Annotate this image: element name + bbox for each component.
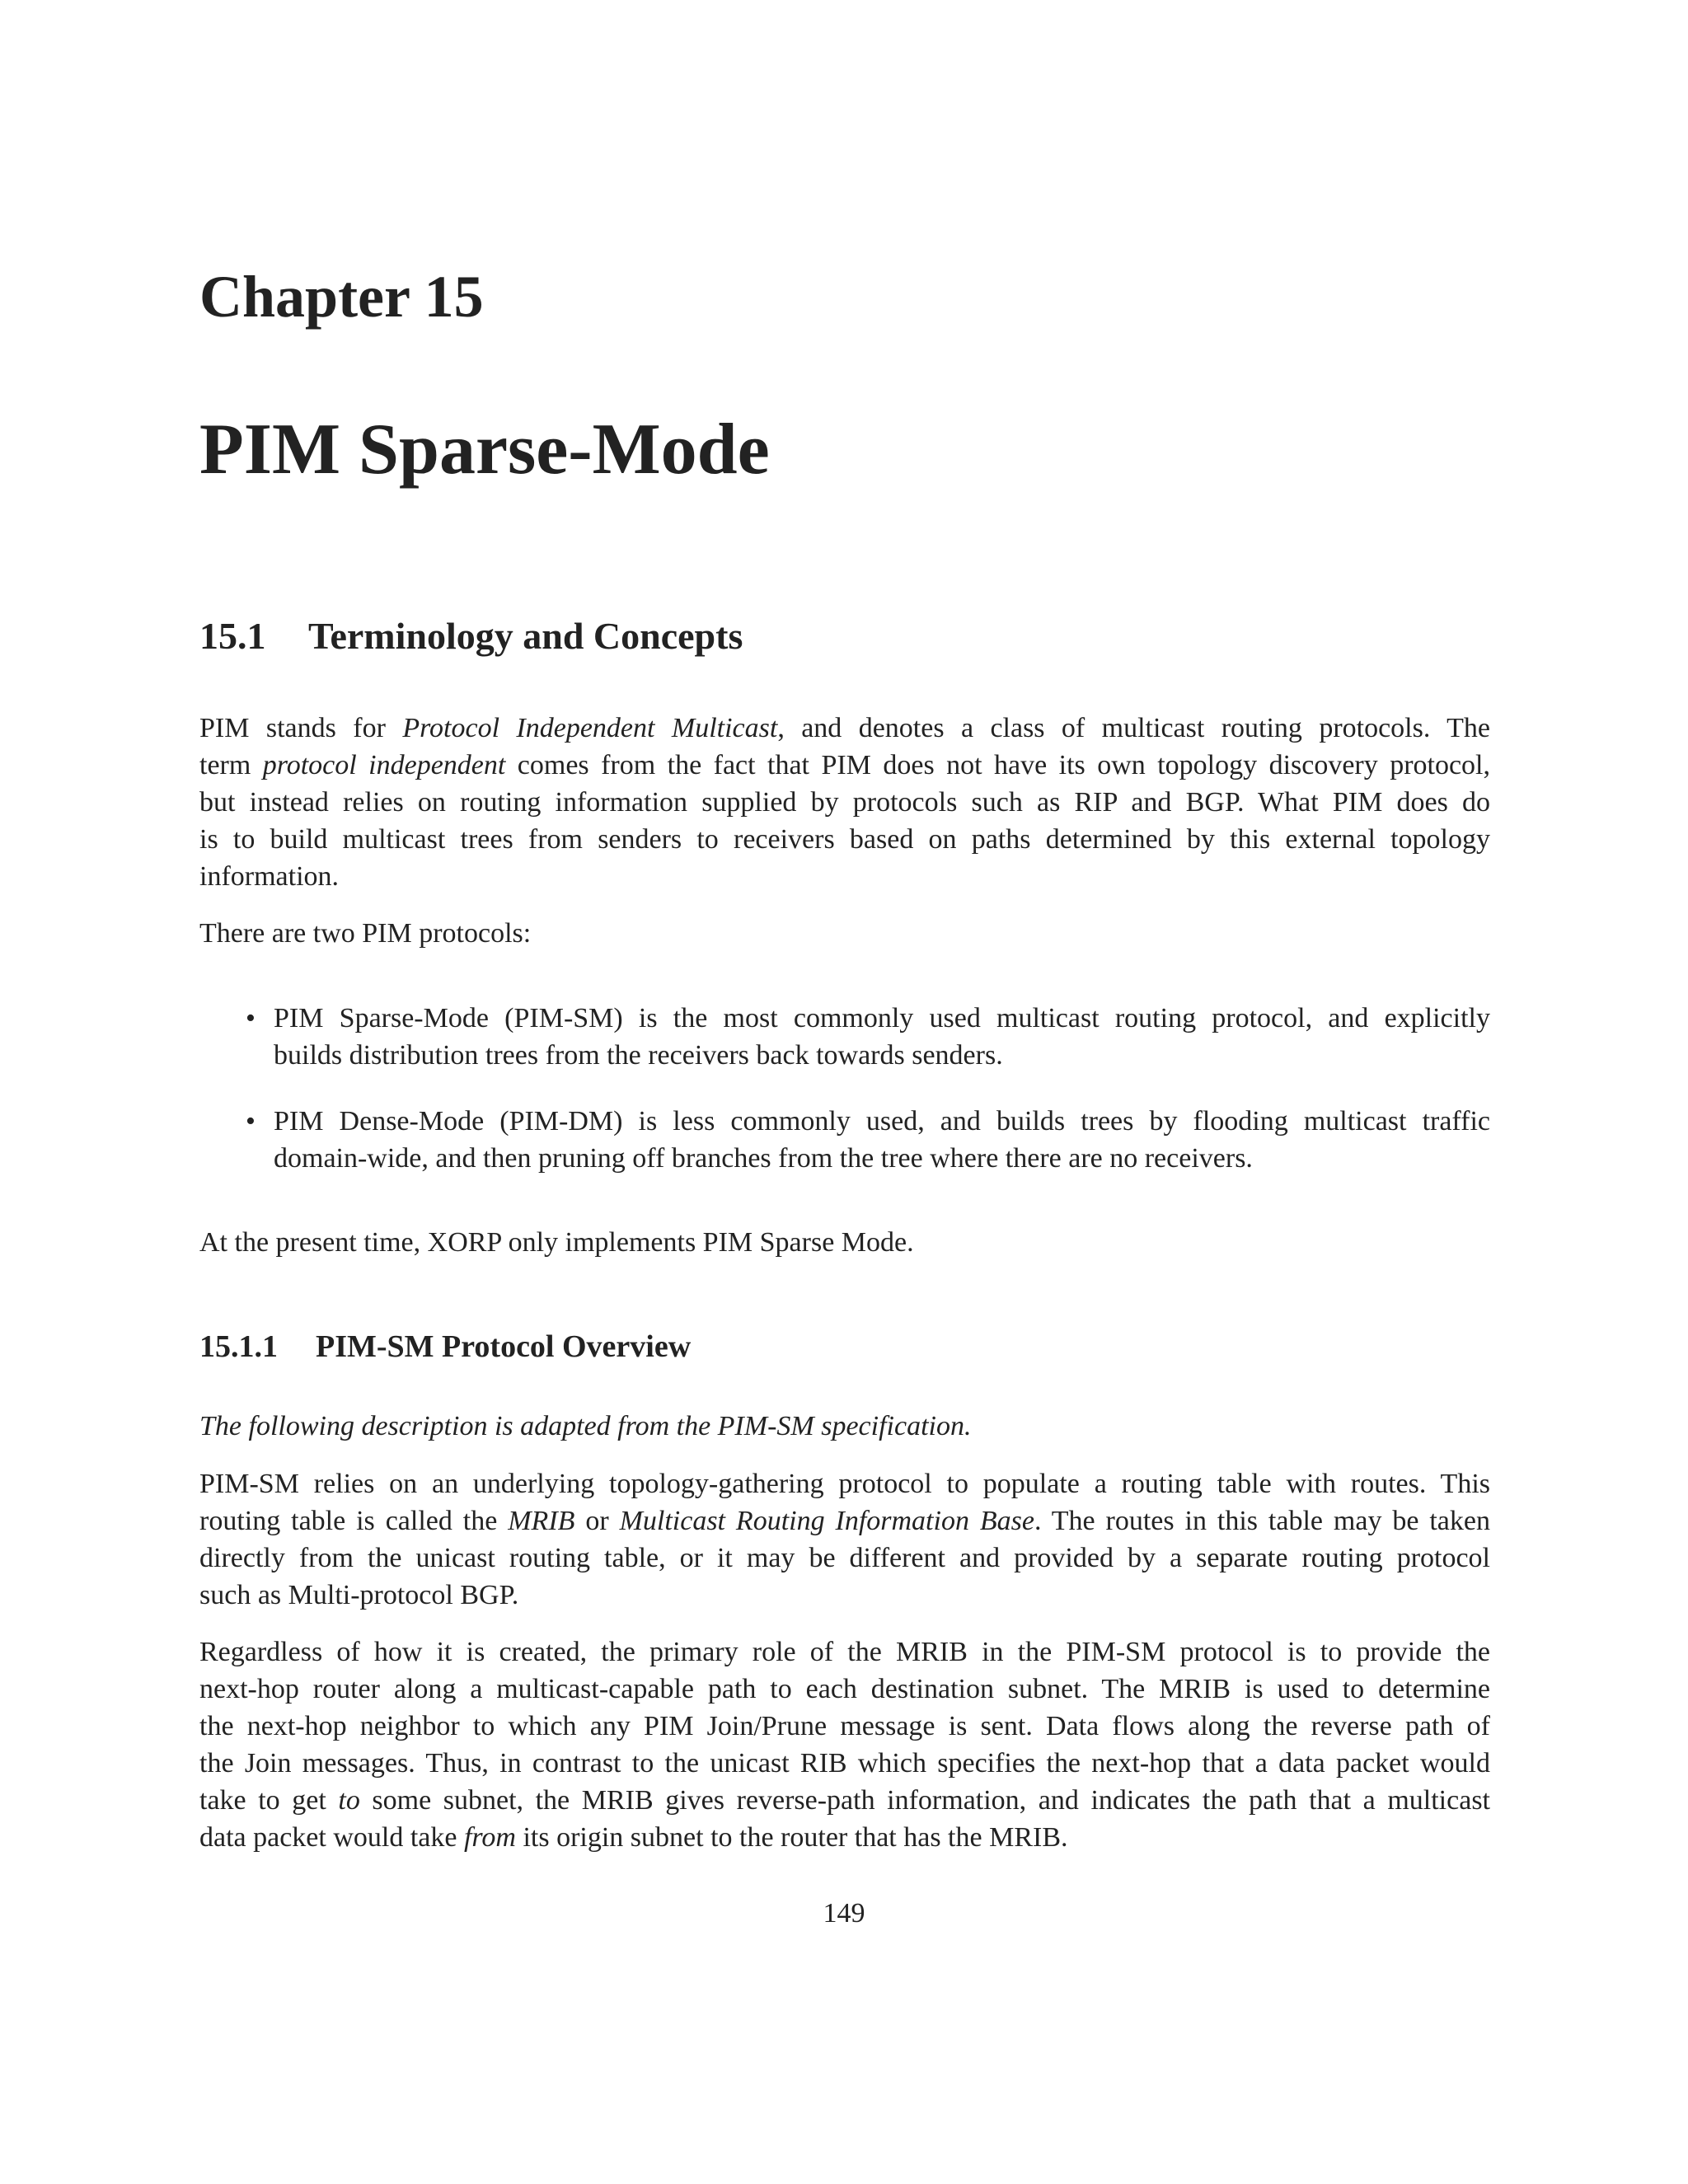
text-line: The following description is adapted from the PIM-SM specification. xyxy=(199,1411,972,1441)
text-line: next-hop router along a multicast-capable path to each destination subnet. The MRIB is used to determine xyxy=(199,1674,1490,1704)
text-line: the next-hop neighbor to which any PIM Join/Prune message is sent. Data flows along the reverse path of xyxy=(199,1711,1490,1741)
paragraph-pim-definition xyxy=(199,710,1490,895)
paragraph-adaptation-note xyxy=(199,1408,1490,1445)
text-line: builds distribution trees from the receivers back towards senders. xyxy=(274,1040,1003,1071)
text-line: take to get to some subnet, the MRIB gives reverse-path information, and indicates the path that a multicast xyxy=(199,1785,1490,1816)
text-line: term protocol independent comes from the fact that PIM does not have its own topology discovery protocol, xyxy=(199,750,1490,780)
text-line: is to build multicast trees from senders to receivers based on paths determined by this external topology xyxy=(199,824,1490,855)
text-line: such as Multi-protocol BGP. xyxy=(199,1580,519,1610)
text-line: PIM-SM relies on an underlying topology-gathering protocol to populate a routing table with routes. This xyxy=(199,1469,1490,1499)
section-heading xyxy=(199,613,743,659)
subsection-title: PIM-SM Protocol Overview xyxy=(316,1329,692,1364)
paragraph-mrib-role xyxy=(199,1633,1490,1856)
text-line: PIM stands for Protocol Independent Multicast, and denotes a class of multicast routing protocols. The xyxy=(199,713,1490,743)
text-line: information. xyxy=(199,861,340,892)
text-line: but instead relies on routing information supplied by protocols such as RIP and BGP. What PIM does do xyxy=(199,787,1490,818)
chapter-label: Chapter 15 xyxy=(199,264,484,330)
text-line: There are two PIM protocols: xyxy=(199,918,532,949)
list-item-text xyxy=(274,1103,1490,1177)
section-number: 15.1 xyxy=(199,615,266,657)
subsection-number: 15.1.1 xyxy=(199,1329,278,1364)
subsection-heading xyxy=(199,1327,691,1366)
text-line: domain-wide, and then pruning off branches from the tree where there are no receivers. xyxy=(274,1143,1253,1174)
text-line: Regardless of how it is created, the primary role of the MRIB in the PIM-SM protocol is to provide the xyxy=(199,1637,1490,1667)
page-number: 149 xyxy=(823,1898,865,1929)
paragraph-mrib-intro xyxy=(199,1465,1490,1614)
bullet-marker: • xyxy=(246,1106,256,1137)
text-line: PIM Dense-Mode (PIM-DM) is less commonly used, and builds trees by flooding multicast traffic xyxy=(274,1106,1490,1137)
list-item-text xyxy=(274,1000,1490,1074)
text-line: the Join messages. Thus, in contrast to the unicast RIB which specifies the next-hop that a data packet would xyxy=(199,1748,1490,1779)
text-line: routing table is called the MRIB or Multicast Routing Information Base. The routes in this table may be taken xyxy=(199,1506,1490,1536)
text-line: data packet would take from its origin subnet to the router that has the MRIB. xyxy=(199,1822,1068,1853)
text-line: At the present time, XORP only implements PIM Sparse Mode. xyxy=(199,1227,914,1258)
chapter-title: PIM Sparse-Mode xyxy=(199,410,770,490)
text-line: PIM Sparse-Mode (PIM-SM) is the most commonly used multicast routing protocol, and explicitly xyxy=(274,1003,1490,1033)
text-line: directly from the unicast routing table, or it may be different and provided by a separate routing protocol xyxy=(199,1543,1490,1573)
paragraph-two-protocols xyxy=(199,915,1490,952)
paragraph-xorp-support xyxy=(199,1224,1490,1261)
section-title: Terminology and Concepts xyxy=(308,615,743,657)
bullet-marker: • xyxy=(246,1003,256,1033)
